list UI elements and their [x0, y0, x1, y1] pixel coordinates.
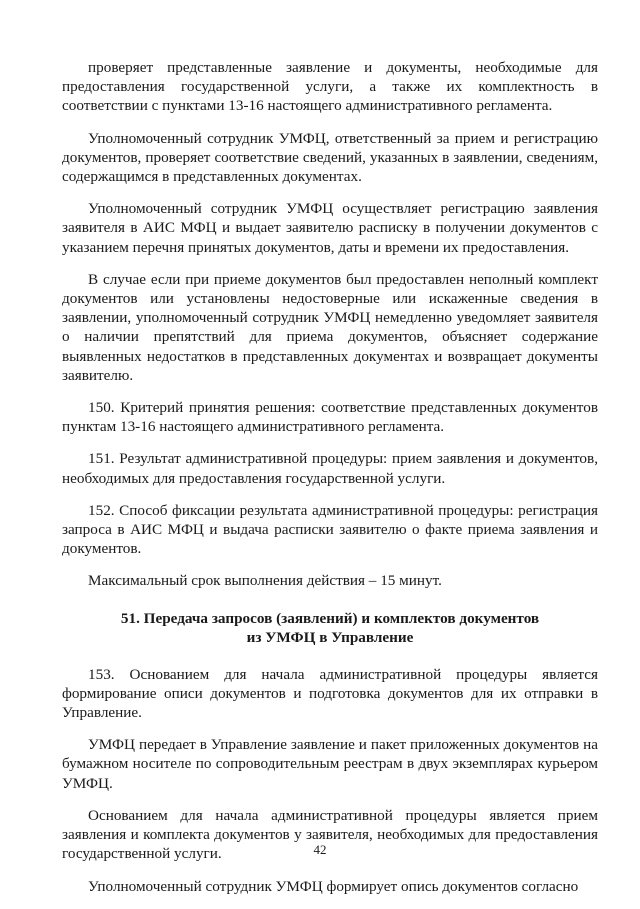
paragraph-item-153: 153. Основанием для начала административной процедуры является формирование описи документов и подготовка документов для их отправки в Управление.: [62, 665, 598, 722]
section-heading-line-1: 51. Передача запросов (заявлений) и комплектов документов: [120, 609, 540, 627]
paragraph-inventory: Уполномоченный сотрудник УМФЦ формирует опись документов согласно: [88, 877, 579, 895]
paragraph-item-152: 152. Способ фиксации результата административной процедуры: регистрация запроса в АИС МФЦ и выдача расписки заявителю о факте приема заявления и документов.: [62, 501, 598, 558]
paragraph-registration: Уполномоченный сотрудник УМФЦ осуществляет регистрацию заявления заявителя в АИС МФЦ и выдает заявителю расписку в получении документов с указанием перечня принятых документов, даты и времени их предоставления.: [62, 200, 598, 256]
paragraph-transfer: УМФЦ передает в Управление заявление и пакет приложенных документов на бумажном носителе по сопроводительным реестрам в двух экземплярах курьером УМФЦ.: [62, 736, 598, 792]
paragraph-basis: Основанием для начала административной процедуры является прием заявления и комплекта документов у заявителя, необходимых для предоставления государственной услуги.: [62, 806, 598, 863]
paragraph-item-151: 151. Результат административной процедуры: прием заявления и документов, необходимых для предоставления государственной услуги.: [62, 450, 598, 487]
page-number: 42: [313, 842, 327, 857]
paragraph-max-time: Максимальный срок выполнения действия – 15 минут.: [88, 572, 442, 590]
paragraph-document-check: Уполномоченный сотрудник УМФЦ, ответственный за прием и регистрацию документов, проверяет соответствие сведений, указанных в заявлении, сведениям, содержащимся в представленных документах.: [62, 129, 598, 186]
section-heading-line-2: из УМФЦ в Управление: [246, 628, 414, 646]
paragraph-item-150: 150. Критерий принятия решения: соответствие представленных документов пунктам 13-16 настоящего административного регламента.: [62, 399, 598, 436]
paragraph-incomplete-documents: В случае если при приеме документов был предоставлен неполный комплект документов или установлены недостоверные или искаженные сведения в заявлении, уполномоченный сотрудник УМФЦ немедленно уведомляет заявителя о наличии препятствий для приема документов, объясняет содержание выявленных недостатков в представленных документах и возвращает документы заявителю.: [62, 270, 598, 384]
document-page: [62, 58, 598, 909]
paragraph-verification: проверяет представленные заявление и документы, необходимые для предоставления государственной услуги, а также их комплектность в соответствии с пунктами 13-16 настоящего административного регламента.: [62, 59, 598, 115]
section-heading: [62, 609, 598, 647]
